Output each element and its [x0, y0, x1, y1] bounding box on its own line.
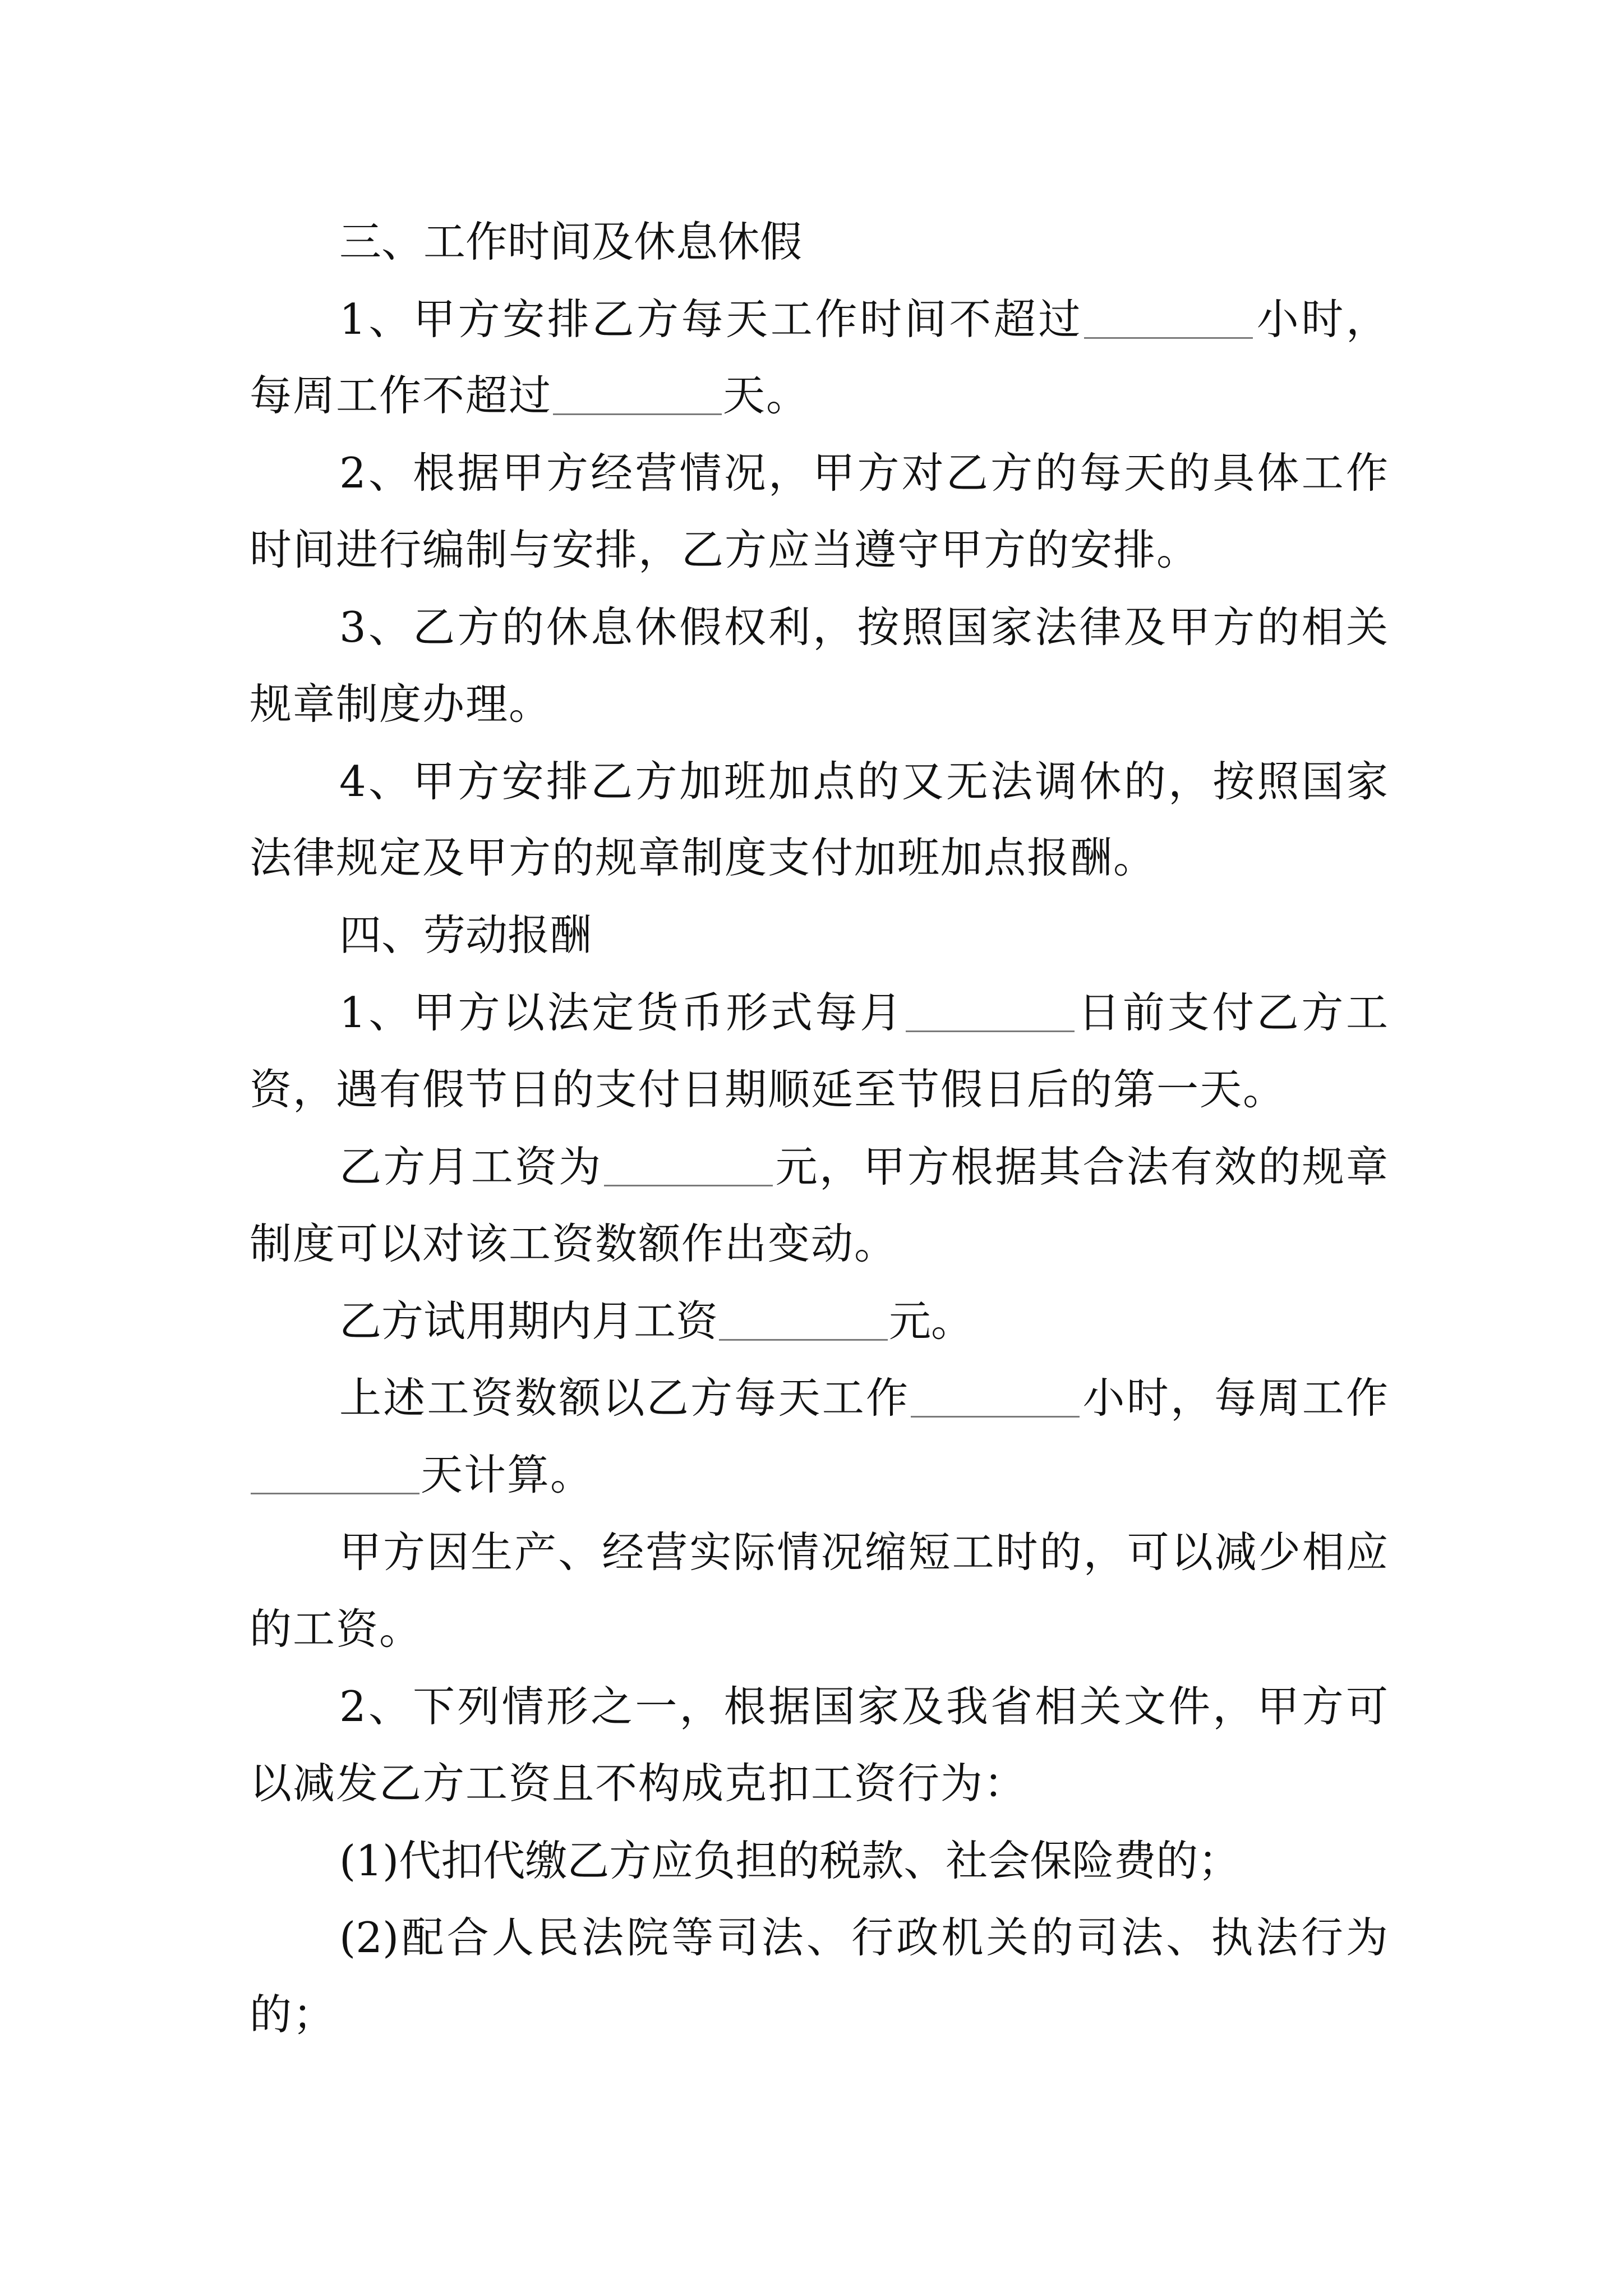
text-segment: 元。 — [889, 1296, 974, 1346]
paragraph-4-2-line-1: 2、下列情形之一，根据国家及我省相关文件，甲方可 — [339, 1682, 1388, 1731]
text-segment: 乙方试用期内月工资 — [339, 1296, 718, 1346]
paragraph-4-1-line-2: 资，遇有假节日的支付日期顺延至节假日后的第一天。 — [250, 1065, 1287, 1114]
paragraph-3-4-line-1: 4、甲方安排乙方加班加点的又无法调休的，按照国家 — [339, 757, 1388, 806]
text-segment: 1、甲方以法定货币形式每月 — [339, 988, 905, 1037]
fill-blank-basis-hours — [910, 1367, 1081, 1429]
paragraph-salary-line-1 — [339, 1136, 1388, 1198]
fill-blank-weekly-days — [552, 365, 723, 426]
paragraph-3-1-line-2 — [250, 365, 809, 426]
paragraph-basis-line-1 — [339, 1367, 1388, 1429]
paragraph-3-1-line-1 — [339, 288, 1388, 350]
fill-blank-monthly-salary — [603, 1136, 774, 1198]
text-segment: 上述工资数额以乙方每天工作 — [339, 1373, 910, 1423]
text-segment: 天计算。 — [421, 1450, 594, 1499]
paragraph-3-3-line-1: 3、乙方的休息休假权利，按照国家法律及甲方的相关 — [339, 602, 1388, 652]
paragraph-salary-line-2: 制度可以对该工资数额作出变动。 — [250, 1219, 898, 1268]
paragraph-reduce-line-1: 甲方因生产、经营实际情况缩短工时的，可以减少相应 — [339, 1527, 1388, 1577]
fill-blank-basis-days — [250, 1444, 421, 1506]
fill-blank-pay-day — [905, 982, 1076, 1043]
paragraph-3-2-line-1: 2、根据甲方经营情况，甲方对乙方的每天的具体工作 — [339, 448, 1388, 498]
paragraph-3-2-line-2: 时间进行编制与安排，乙方应当遵守甲方的安排。 — [250, 525, 1200, 574]
text-segment: 1、甲方安排乙方每天工作时间不超过 — [339, 295, 1083, 344]
sub-item-1: (1)代扣代缴乙方应负担的税款、社会保险费的； — [339, 1836, 1241, 1885]
paragraph-3-3-line-2: 规章制度办理。 — [250, 679, 552, 729]
sub-item-2-line-2: 的； — [250, 1990, 336, 2039]
paragraph-3-4-line-2: 法律规定及甲方的规章制度支付加班加点报酬。 — [250, 833, 1157, 882]
section-heading-3: 三、工作时间及休息休假 — [339, 217, 803, 266]
text-segment: 日前支付乙方工 — [1075, 988, 1388, 1037]
paragraph-4-1-line-1 — [339, 982, 1388, 1043]
fill-blank-daily-hours — [1083, 288, 1254, 350]
text-segment: 元，甲方根据其合法有效的规章 — [773, 1142, 1388, 1191]
section-heading-4: 四、劳动报酬 — [339, 910, 592, 960]
text-segment: 小时， — [1254, 295, 1388, 344]
text-segment: 乙方月工资为 — [339, 1142, 603, 1191]
paragraph-reduce-line-2: 的工资。 — [250, 1604, 423, 1654]
text-segment: 每周工作不超过 — [250, 371, 552, 420]
paragraph-basis-line-2 — [250, 1444, 593, 1506]
fill-blank-probation-salary — [718, 1290, 889, 1352]
text-segment: 天。 — [723, 371, 810, 420]
sub-item-2-line-1: (2)配合人民法院等司法、行政机关的司法、执法行为 — [339, 1913, 1388, 1962]
paragraph-probation-salary — [339, 1290, 973, 1352]
paragraph-4-2-line-2: 以减发乙方工资且不构成克扣工资行为： — [250, 1759, 1027, 1808]
text-segment: 小时，每周工作 — [1081, 1373, 1388, 1423]
